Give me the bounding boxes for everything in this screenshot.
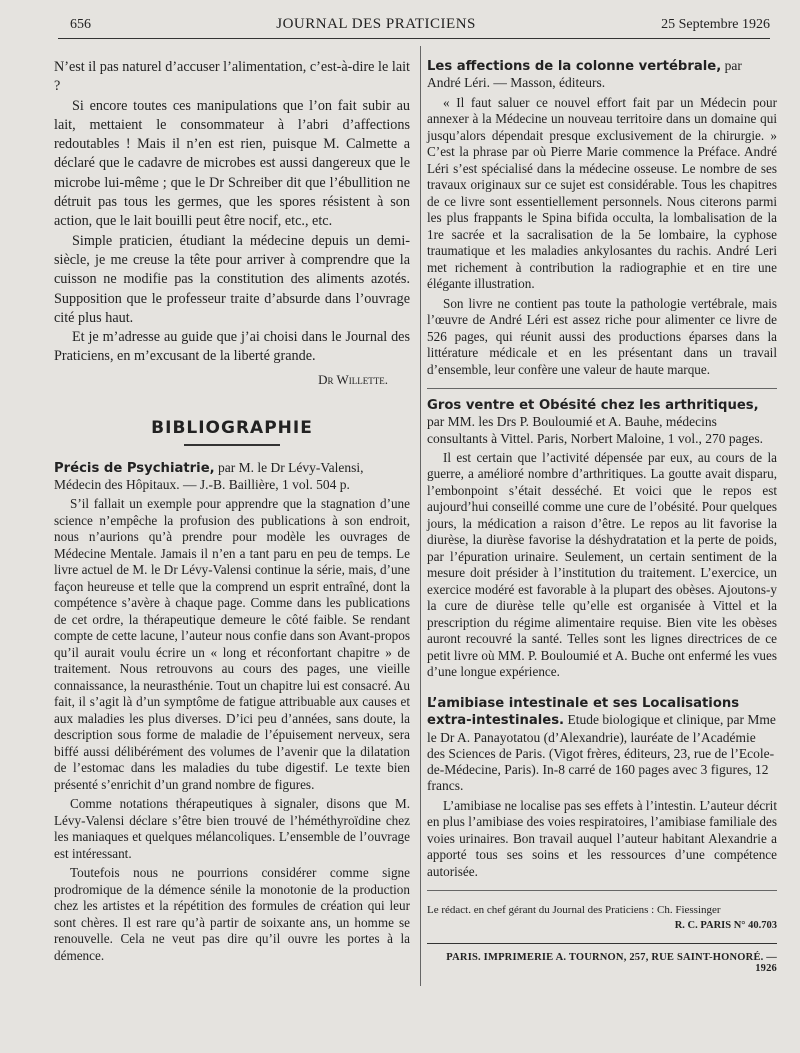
left-column	[54, 58, 410, 964]
page-number: 656	[70, 17, 91, 32]
printer-imprint: PARIS. IMPRIMERIE A. TOURNON, 257, RUE SAINT-HONORÉ. — 1926	[446, 952, 777, 975]
letter-section	[54, 58, 410, 388]
letter-paragraph: Et je m’adresse au guide que j’ai choisi dans le Journal des Praticiens, en m’excusant de la liberté grande.	[54, 329, 410, 365]
issue-date: 25 Septembre 1926	[661, 17, 770, 32]
registry-number: R. C. PARIS N° 40.703	[674, 920, 777, 932]
editor-credit	[427, 903, 777, 933]
review-meta: par M. le Dr Lévy-Valensi, Médecin des Hôpitaux. — J.-B. Baillière, 1 vol. 504 p.	[54, 459, 364, 493]
editor-line: Le rédact. en chef gérant du Journal des Praticiens : Ch. Fiessinger	[427, 904, 721, 917]
review-paragraph: Son livre ne contient pas toute la pathologie vertébrale, mais l’œuvre de André Léri est assez riche pour alimenter ce livre de 526 pages, qui réunit aussi des productions éparses dans la littérature médicale et en les présentant dans un travail d’ensemble, leur confère une valeur de haute marque.	[427, 295, 777, 377]
review-title: L’amibiase intestinale et ses Localisations extra-intestinales.	[427, 695, 740, 729]
review-meta: par André Léri. — Masson, éditeurs.	[427, 58, 742, 91]
letter-paragraph: Si encore toutes ces manipulations que l’on fait subir au lait, mettaient le consommateur à l’abri d’affections redoutables ! Mais il n’en est rien, puisque M. Calmette a déclaré que le cadavre de microbes est aussi dangereux que le microbe lui-même ; que le Dr Schreiber dit que l’ébullition ne détruit pas tous les germes, que les spores résistent à son action, que le lait bouilli peut être nocif, etc., etc.	[54, 97, 410, 230]
review-paragraph: « Il faut saluer ce nouvel effort fait par un Médecin pour annexer à la Médecine un nouveau territoire dans un domaine qui jusqu’alors dépendait presque exclusivement de la chirurgie. » C’est la phrase par où Pierre Marie commence la Préface. André Léri s’est spécialisé dans la médecine osseuse. Le nombre de ses travaux originaux sur ce sujet est considérable. Tous les chapitres de ce livre sont essentiellement personnels. Nous citerons parmi les plus frappants le Spina bifida occulta, la lombalisation de la 1re sacrée et la sacralisation de la 5e lombaire, la cyphose traumatique et les maladies ankylosantes du rachis. André Leri met richement à contribution la radiographie et en tire une élégante illustration.	[427, 94, 777, 292]
review-title-block	[427, 695, 777, 795]
review-paragraph: Toutefois nous ne pourrions considérer comme signe prodromique de la démence sénile la monotonie de la production chez les artistes et la répétition des formules de création qui leur sont chères. Il est rare qu’à partir de soixante ans, un homme se renouvelle. Cela ne veut pas dire qu’il ouvre les portes à la démence.	[54, 865, 410, 963]
review-paragraph: Il est certain que l’activité dépensée par eux, au cours de la guerre, a amélioré nombre d’arthritiques. La goutte avait disparu, l’embonpoint s’était desséché. Et voici que le repos est aujourd’hui conseillé comme une cure de l’obésité. Pour quelques jours, la médication a raison d’être. Le repos au lit favorise la diurèse, la diurèse favorise la déshydratation et la perte de poids, par l’épuration urinaire. Seulement, un certain sentiment de la mesure doit présider à l’institution du traitement. L’exercice, un exercice modéré est favorable à la plupart des obèses. Ajoutons-y la cure de diurèse telle qu’elle est organisée à Vittel et la prescription du régime alimentaire requise. Bien vite les obèses auront recouvré la santé. Telles sont les lignes directrices de ce petit livre où MM. P. Bouloumié et A. Buche ont enfermé les vues d’une longue expérience.	[427, 449, 777, 680]
column-divider	[420, 46, 421, 986]
right-column	[427, 58, 777, 974]
book-review-colonne-vertebrale	[427, 58, 777, 378]
review-paragraph: S’il fallait un exemple pour apprendre que la stagnation d’une science n’empêche la profusion des publications à son endroit, nous n’aurions qu’à prendre pour modèle les ouvrages de Médecine Mentale. Jamais il n’en a tant paru en peu de temps. Le livre actuel de M. le Dr Lévy-Valensi continue la série, mais, d’une façon heureuse et telle que la comprend un esprit entraîné, dont la compétence s’avère à chaque page. Comme dans les publications de cet ordre, la thérapeutique demeure le côté faible. Se rendant compte de cette lacune, l’auteur nous confie dans son Avant-propos qu’il aurait voulu écrire un « long et réconfortant chapitre » de traitement. Nous retrouvons au cours des pages, une vieille connaissance, la neurasthénie. Tout un chapitre lui est consacré. Au fait, il s’agit là d’un symptôme de fatigue attribuable aux causes et aux maladies les plus diverses. D’ici peu d’années, sans doute, la description sous forme de maladie de l’épuisement nerveux, sera biffé aussi délibérément des volumes de l’avenir que la dilatation de l’estomac dans les maladies du tube digestif. Le texte bien présenté s’enrichit d’un grand nombre de figures.	[54, 496, 410, 792]
header-rule	[58, 38, 770, 39]
review-meta: Etude biologique et clinique, par Mme le Dr A. Panayotatou (d’Alexandrie), lauréate de l’Académie des Sciences de Paris. (Vigot frères, éditeurs, 23, rue de l’Ecole-de-Médecine, Paris). In-8 carré de 160 pages avec 3 figures, 12 francs.	[427, 712, 776, 794]
section-separator	[427, 388, 777, 389]
letter-paragraph: Simple praticien, étudiant la médecine depuis un demi-siècle, je me creuse la tête pour arriver à comprendre que la cuisson ne modifie pas la constitution des aliments azotés. Supposition que le professeur traite d’absurde dans l’ouvrage cité plus haut.	[54, 232, 410, 326]
page-header	[70, 16, 770, 38]
review-title-block	[427, 58, 777, 92]
review-paragraph: Comme notations thérapeutiques à signaler, disons que M. Lévy-Valensi déclare s’être bien trouvé de l’héméthyroïdine chez les maniaques et quelques mélancoliques. L’ensemble de l’ouvrage est intéressant.	[54, 796, 410, 861]
footer-rule	[427, 943, 777, 944]
review-title-block	[54, 460, 410, 494]
bibliography-heading: BIBLIOGRAPHIE	[151, 417, 313, 438]
book-review-amibiase	[427, 695, 777, 880]
letter-signature: Dr Willette.	[318, 371, 388, 387]
letter-paragraph: N’est il pas naturel d’accuser l’alimentation, c’est-à-dire le lait ?	[54, 59, 410, 95]
footer-separator	[427, 890, 777, 891]
review-title: Précis de Psychiatrie,	[54, 460, 215, 476]
heading-rule	[184, 444, 280, 446]
book-review-gros-ventre	[427, 397, 777, 681]
review-title-block	[427, 397, 777, 447]
journal-title: JOURNAL DES PRATICIENS	[276, 16, 476, 32]
review-paragraph: L’amibiase ne localise pas ses effets à l’intestin. L’auteur décrit en plus l’amibiase des voies respiratoires, l’amibiase familiale des voies urinaires. Bon travail auquel l’auteur habitant Alexandrie a apporté tous ses soins et les ressources d’une compétence autorisée.	[427, 797, 777, 879]
review-meta: par MM. les Drs P. Bouloumié et A. Bauhe, médecins consultants à Vittel. Paris, Norbert Maloine, 1 vol., 270 pages.	[427, 414, 764, 446]
book-review-psychiatrie	[54, 460, 410, 965]
review-title: Les affections de la colonne vertébrale,	[427, 59, 722, 74]
review-title: Gros ventre et Obésité chez les arthritiques,	[427, 398, 759, 414]
